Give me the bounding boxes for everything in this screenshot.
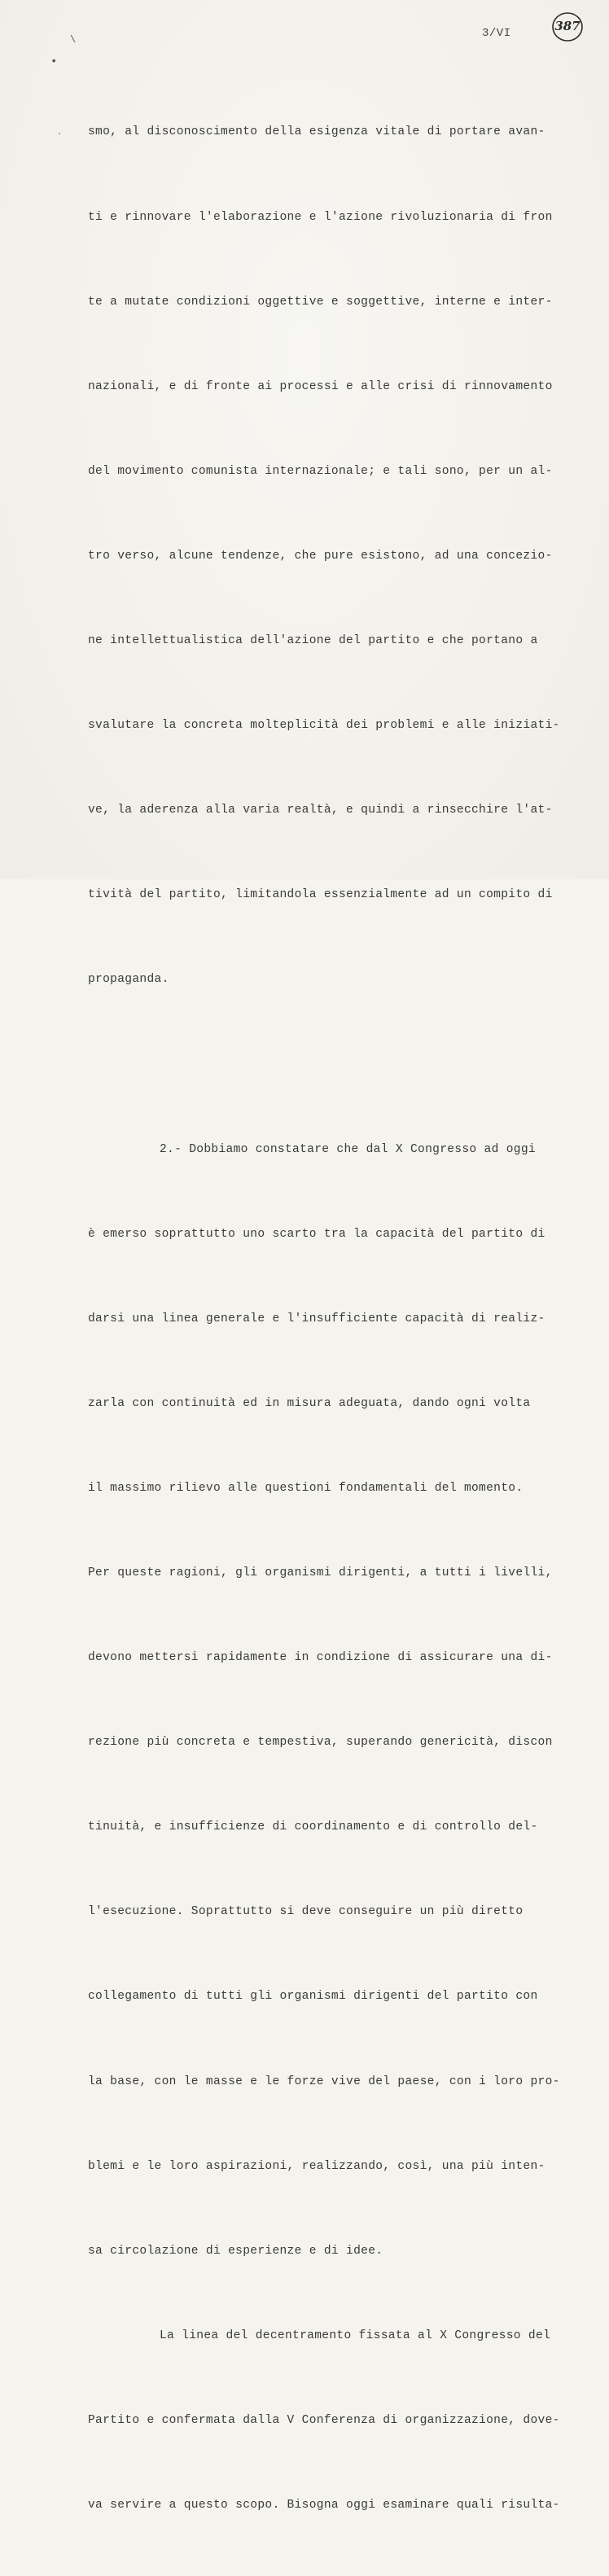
text-line: devono mettersi rapidamente in condizione di assicurare una di-	[88, 1651, 553, 1665]
text-line: è emerso soprattutto uno scarto tra la capacità del partito di	[88, 1227, 545, 1241]
text-line: il massimo rilievo alle questioni fondamentali del momento.	[88, 1481, 524, 1495]
page-code: 3/VI	[482, 27, 511, 40]
text-line: l'esecuzione. Soprattutto si deve conseguire un più diretto	[88, 1905, 524, 1919]
paragraph-spacer	[88, 1050, 560, 1079]
text-line: svalutare la concreta molteplicità dei problemi e alle iniziati-	[88, 719, 560, 733]
text-line: sa circolazione di esperienze e di idee.	[88, 2244, 383, 2258]
typed-body-text	[88, 62, 560, 2576]
text-line: propaganda.	[88, 973, 169, 987]
text-line-part: ti e rinnovare l'elaborazione e l'azione rivoluzionaria di fron	[88, 210, 553, 224]
paragraph-first-line: La linea del decentramento fissata al X Congresso del	[160, 2328, 551, 2342]
text-line: va servire a questo scopo. Bisogna oggi esaminare quali risulta-	[88, 2499, 560, 2512]
text-line: Partito e confermata dalla V Conferenza di organizzazione, dove-	[88, 2413, 560, 2427]
margin-speck-mark: ·	[57, 130, 63, 139]
archive-stamp	[551, 11, 584, 43]
text-line: tinuità, e insufficienze di coordinamento e di controllo del-	[88, 1820, 538, 1834]
text-line: ne intellettualistica dell'azione del partito e che portano a	[88, 633, 538, 647]
text-line: tro verso, alcune tendenze, che pure esistono, ad una concezio-	[88, 549, 553, 563]
text-line: rezione più concreta e tempestiva, superando genericità, discon	[88, 1736, 553, 1750]
text-line	[88, 204, 560, 232]
text-line: del movimento comunista internazionale; e tali sono, per un al-	[88, 464, 553, 478]
margin-dot-mark: •	[50, 55, 58, 68]
text-line: nazionali, e di fronte ai processi e alle crisi di rinnovamento	[88, 379, 553, 393]
text-line: darsi una linea generale e l'insufficiente capacità di realiz-	[88, 1312, 545, 1325]
text-line: blemi e le loro aspirazioni, realizzando, così, una più inten-	[88, 2159, 545, 2173]
text-line: Per queste ragioni, gli organismi dirigenti, a tutti i livelli,	[88, 1566, 553, 1579]
text-line: te a mutate condizioni oggettive e soggettive, interne e inter-	[88, 295, 553, 309]
text-line: smo, al disconoscimento della esigenza vitale di portare avan-	[88, 125, 545, 139]
section-heading-line: 2.- Dobbiamo constatare che dal X Congresso ad oggi	[160, 1142, 536, 1156]
text-line: zarla con continuità ed in misura adeguata, dando ogni volta	[88, 1396, 531, 1410]
margin-tick-mark: \	[70, 34, 77, 46]
text-line: la base, con le masse e le forze vive del paese, con i loro pro-	[88, 2074, 560, 2088]
text-line: ve, la aderenza alla varia realtà, e quindi a rinsecchire l'at-	[88, 804, 553, 817]
text-line: tività del partito, limitandola essenzialmente ad un compito di	[88, 888, 553, 902]
archive-stamp-number: 387	[554, 19, 581, 33]
text-line: collegamento di tutti gli organismi dirigenti del partito con	[88, 1990, 538, 2004]
